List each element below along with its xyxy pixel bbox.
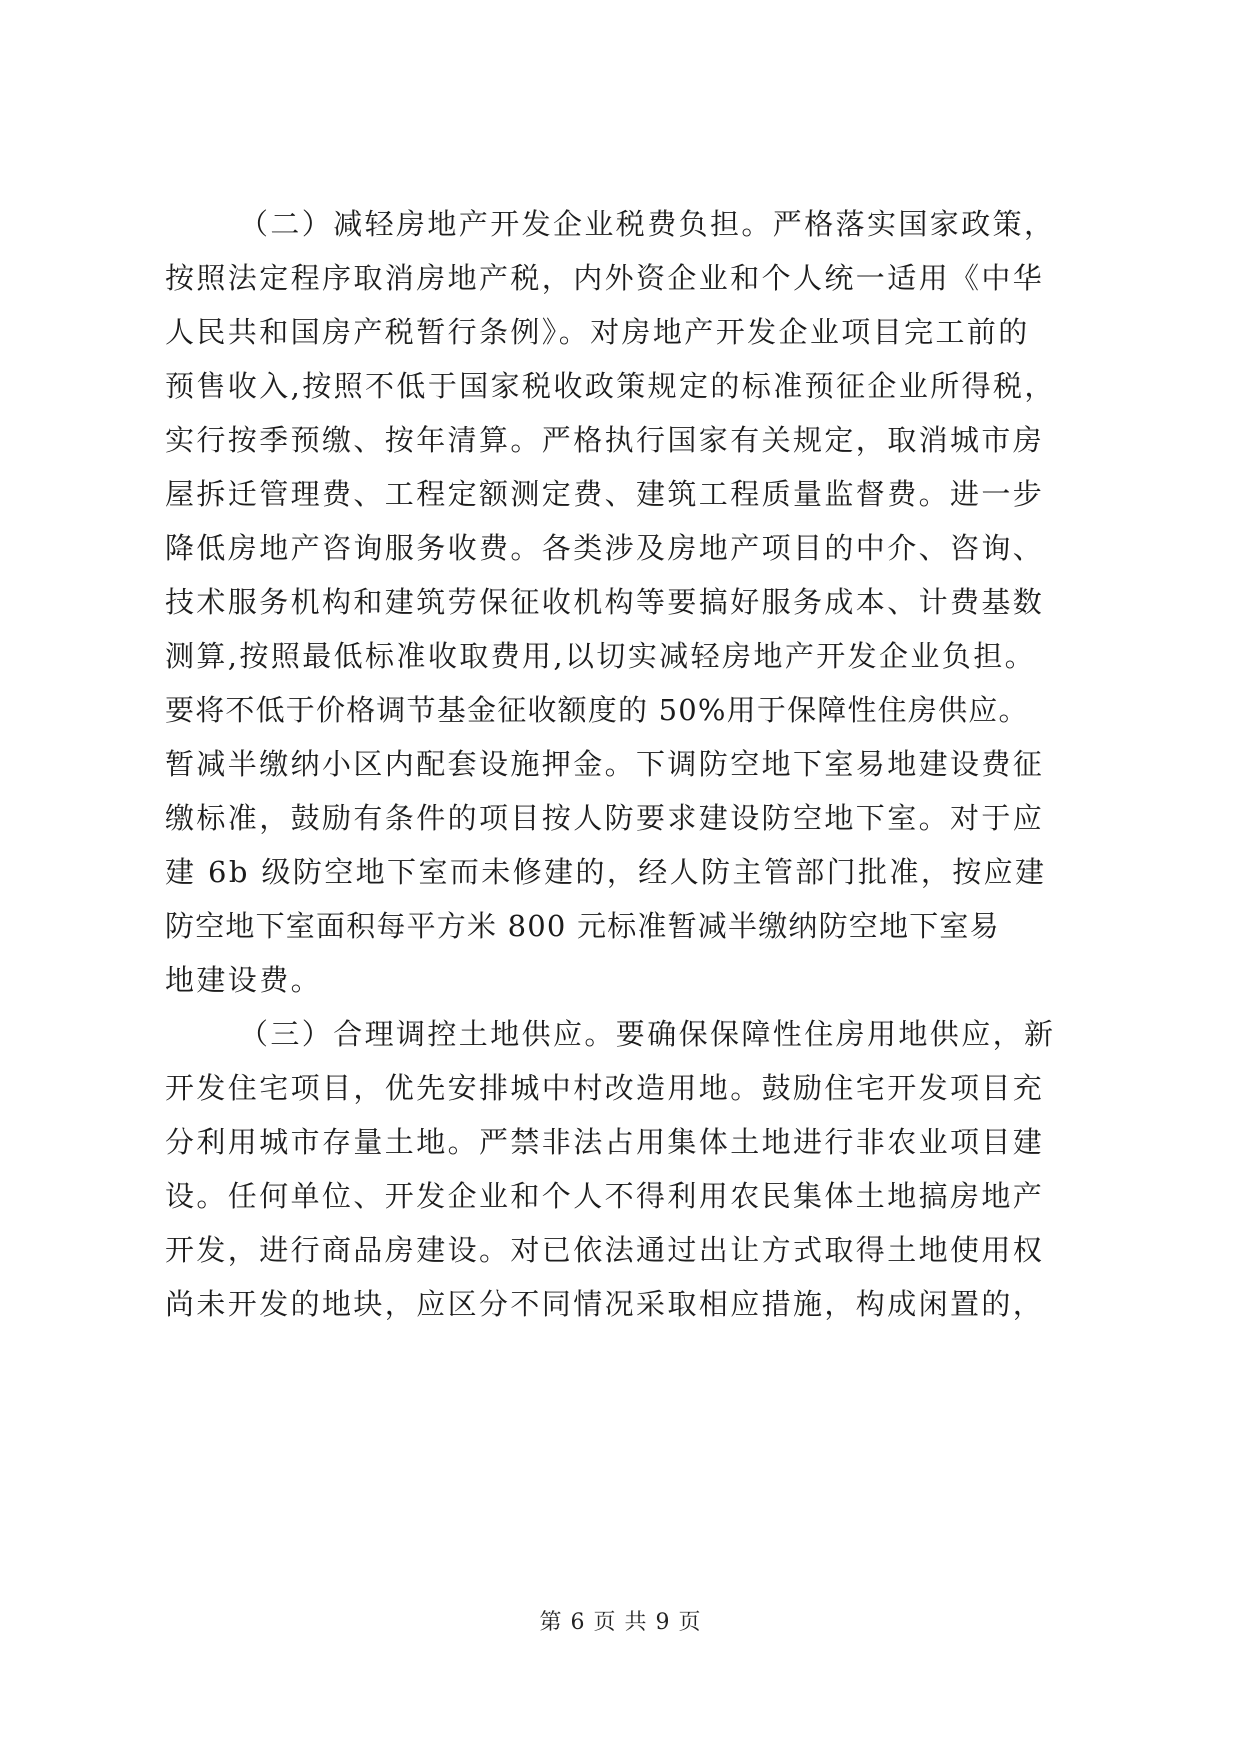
paragraph-2-line-12: 缴标准，鼓励有条件的项目按人防要求建设防空地下室。对于应 [165, 801, 1045, 835]
page-number-footer: 第 6 页 共 9 页 [539, 1610, 702, 1635]
paragraph-2-line-11: 暂减半缴纳小区内配套设施押金。下调防空地下室易地建设费征 [165, 747, 1045, 781]
paragraph-2-line-10: 要将不低于价格调节基金征收额度的 50%用于保障性住房供应。 [165, 693, 1029, 727]
paragraph-2-line-9: 测算,按照最低标准收取费用,以切实减轻房地产开发企业负担。 [165, 639, 1037, 673]
paragraph-2-line-13: 建 6b 级防空地下室而未修建的，经人防主管部门批准，按应建 [165, 855, 1047, 889]
body-text [165, 197, 1085, 1331]
paragraph-3-line-4: 设。任何单位、开发企业和个人不得利用农民集体土地搞房地产 [165, 1179, 1045, 1213]
paragraph-2-line-3: 人民共和国房产税暂行条例》。对房地产开发企业项目完工前的 [165, 315, 1030, 349]
paragraph-3-line-1: （三）合理调控土地供应。要确保保障性住房用地供应，新 [239, 1017, 1056, 1051]
paragraph-2-line-14: 防空地下室面积每平方米 800 元标准暂减半缴纳防空地下室易 [165, 909, 1000, 943]
paragraph-2-line-2: 按照法定程序取消房地产税，内外资企业和个人统一适用《中华 [165, 261, 1045, 295]
paragraph-2-line-5: 实行按季预缴、按年清算。严格执行国家有关规定，取消城市房 [165, 423, 1045, 457]
paragraph-3-line-3: 分利用城市存量土地。严禁非法占用集体土地进行非农业项目建 [165, 1125, 1045, 1159]
paragraph-2-line-8: 技术服务机构和建筑劳保征收机构等要搞好服务成本、计费基数 [165, 585, 1045, 619]
paragraph-2-line-1: （二）减轻房地产开发企业税费负担。严格落实国家政策， [239, 207, 1056, 241]
paragraph-3-line-2: 开发住宅项目，优先安排城中村改造用地。鼓励住宅开发项目充 [165, 1071, 1045, 1105]
paragraph-3-line-5: 开发，进行商品房建设。对已依法通过出让方式取得土地使用权 [165, 1233, 1045, 1267]
paragraph-2-line-4: 预售收入,按照不低于国家税收政策规定的标准预征企业所得税， [165, 369, 1056, 403]
paragraph-2-line-6: 屋拆迁管理费、工程定额测定费、建筑工程质量监督费。进一步 [165, 477, 1045, 511]
paragraph-2-line-15: 地建设费。 [165, 963, 323, 997]
paragraph-2-line-7: 降低房地产咨询服务收费。各类涉及房地产项目的中介、咨询、 [165, 531, 1045, 565]
paragraph-3-line-6: 尚未开发的地块，应区分不同情况采取相应措施，构成闲置的， [165, 1287, 1045, 1321]
